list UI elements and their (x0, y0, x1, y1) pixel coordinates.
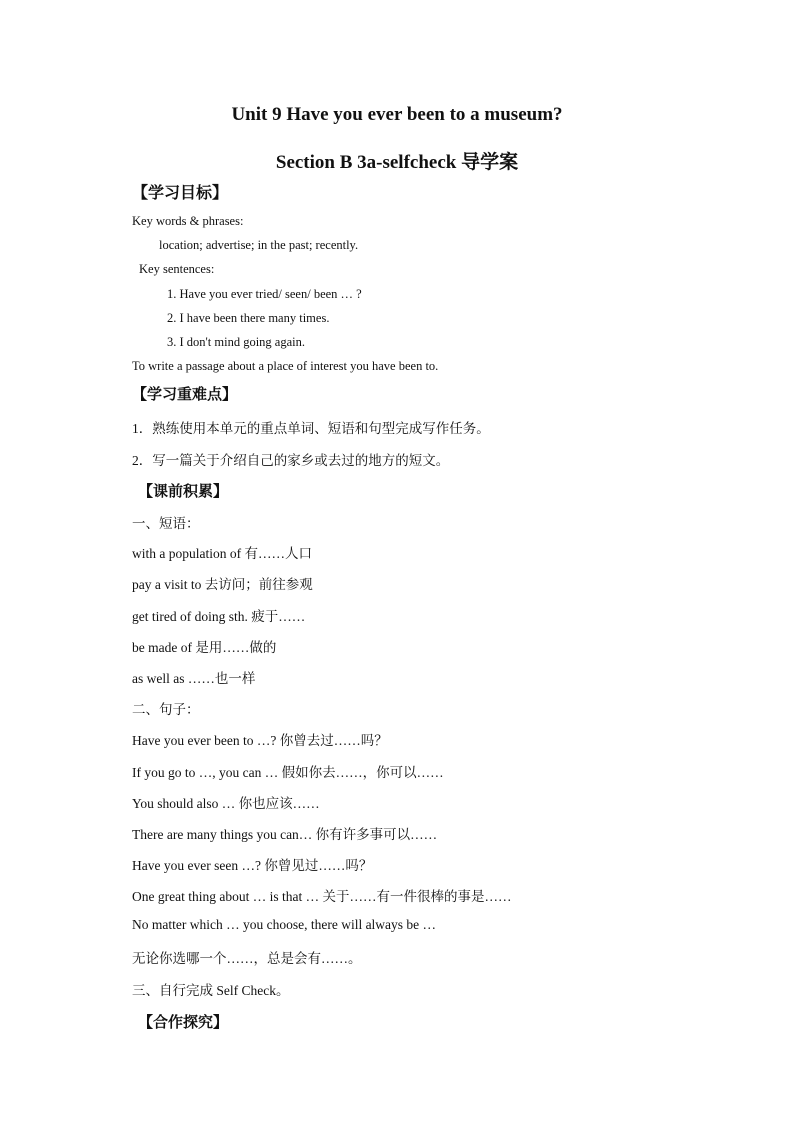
key-words-list: location; advertise; in the past; recently. (159, 238, 359, 252)
phrase-item: get tired of doing sth. 疲于…… (132, 609, 306, 624)
self-check-instruction: 三、自行完成 Self Check。 (132, 983, 290, 998)
key-sentence-1: 1. Have you ever tried/ seen/ been … ? (167, 287, 362, 301)
sentences-label: 二、句子： (132, 702, 200, 717)
key-points-heading: 【学习重难点】 (132, 387, 238, 403)
key-words-label: Key words & phrases: (132, 214, 244, 228)
key-sentences-label: Key sentences: (139, 262, 215, 276)
writing-task: To write a passage about a place of interest you have been to. (132, 359, 439, 373)
key-sentence-3: 3. I don't mind going again. (167, 335, 306, 349)
sentence-item: Have you ever seen …? 你曾见过……吗？ (132, 858, 373, 873)
key-point-2: 2．写一篇关于介绍自己的家乡或去过的地方的短文。 (132, 453, 450, 468)
sentence-item: No matter which … you choose, there will always be … (132, 917, 437, 932)
sentence-item: One great thing about … is that … 关于……有一件很棒的事是…… (132, 889, 512, 904)
phrase-item: pay a visit to 去访问；前往参观 (132, 577, 313, 592)
sentence-item: Have you ever been to …? 你曾去过……吗？ (132, 733, 388, 748)
page-title: Unit 9 Have you ever been to a museum? (231, 104, 563, 125)
sentence-item: You should also … 你也应该…… (132, 796, 320, 811)
sentence-item: There are many things you can… 你有许多事可以…… (132, 827, 438, 842)
page-subtitle: Section B 3a-selfcheck 导学案 (275, 152, 519, 173)
key-sentence-2: 2. I have been there many times. (167, 311, 330, 325)
phrase-item: as well as ……也一样 (132, 671, 256, 686)
sentence-item: 无论你选哪一个……，总是会有……。 (132, 951, 362, 966)
phrases-label: 一、短语： (132, 516, 200, 531)
key-point-1: 1．熟练使用本单元的重点单词、短语和句型完成写作任务。 (132, 421, 490, 436)
phrase-item: with a population of 有……人口 (132, 546, 312, 561)
cooperation-heading: 【合作探究】 (138, 1015, 229, 1031)
sentence-item: If you go to …, you can … 假如你去……，你可以…… (132, 765, 444, 780)
objectives-heading: 【学习目标】 (132, 185, 229, 202)
preview-heading: 【课前积累】 (138, 484, 229, 500)
phrase-item: be made of 是用……做的 (132, 640, 277, 655)
